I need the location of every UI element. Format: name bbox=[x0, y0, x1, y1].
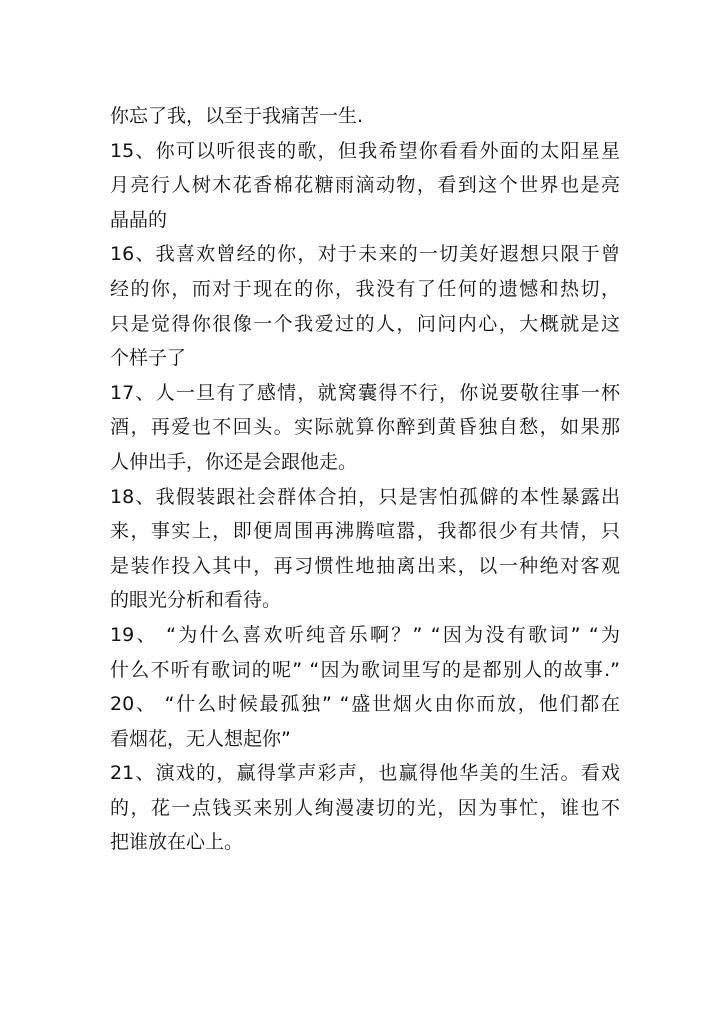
text-line: 的，花一点钱买来别人绚漫凄切的光，因为事忙，谁也不 bbox=[110, 796, 620, 819]
text-line: 人伸出手，你还是会跟他走。 bbox=[110, 450, 358, 473]
body-text bbox=[110, 99, 620, 860]
text-line: 月亮行人树木花香棉花糖雨滴动物，看到这个世界也是亮 bbox=[110, 174, 620, 197]
text-line: 21、演戏的，赢得掌声彩声，也赢得他华美的生活。看戏 bbox=[110, 762, 620, 785]
text-line: 20、 “什么时候最孤独” “盛世烟火由你而放，他们都在 bbox=[110, 693, 620, 716]
text-line: 来，事实上，即便周围再沸腾喧嚣，我都很少有共情，只 bbox=[110, 520, 620, 543]
text-line: 什么不听有歌词的呢” “因为歌词里写的是都别人的故事.” bbox=[110, 658, 620, 681]
text-line: 是装作投入其中，再习惯性地抽离出来，以一种绝对客观 bbox=[110, 554, 620, 577]
text-line: 经的你，而对于现在的你，我没有了任何的遗憾和热切， bbox=[110, 277, 620, 300]
text-line: 个样子了 bbox=[110, 347, 187, 370]
text-line: 17、人一旦有了感情，就窝囊得不行，你说要敬往事一杯 bbox=[110, 381, 620, 404]
text-line: 只是觉得你很像一个我爱过的人，问问内心，大概就是这 bbox=[110, 312, 620, 335]
text-line: 18、我假装跟社会群体合拍，只是害怕孤僻的本性暴露出 bbox=[110, 485, 620, 508]
text-line: 酒，再爱也不回头。实际就算你醉到黄昏独自愁，如果那 bbox=[110, 416, 620, 439]
text-line: 把谁放在心上。 bbox=[110, 831, 244, 854]
text-line: 看烟花，无人想起你” bbox=[110, 727, 291, 750]
text-line: 16、我喜欢曾经的你，对于未来的一切美好遐想只限于曾 bbox=[110, 243, 620, 266]
text-line: 19、 “为什么喜欢听纯音乐啊？” “因为没有歌词” “为 bbox=[110, 623, 620, 646]
text-line: 晶晶的 bbox=[110, 208, 168, 231]
text-line: 的眼光分析和看待。 bbox=[110, 589, 282, 612]
text-line: 你忘了我，以至于我痛苦一生. bbox=[110, 105, 364, 127]
text-line: 15、你可以听很丧的歌，但我希望你看看外面的太阳星星 bbox=[110, 139, 620, 162]
